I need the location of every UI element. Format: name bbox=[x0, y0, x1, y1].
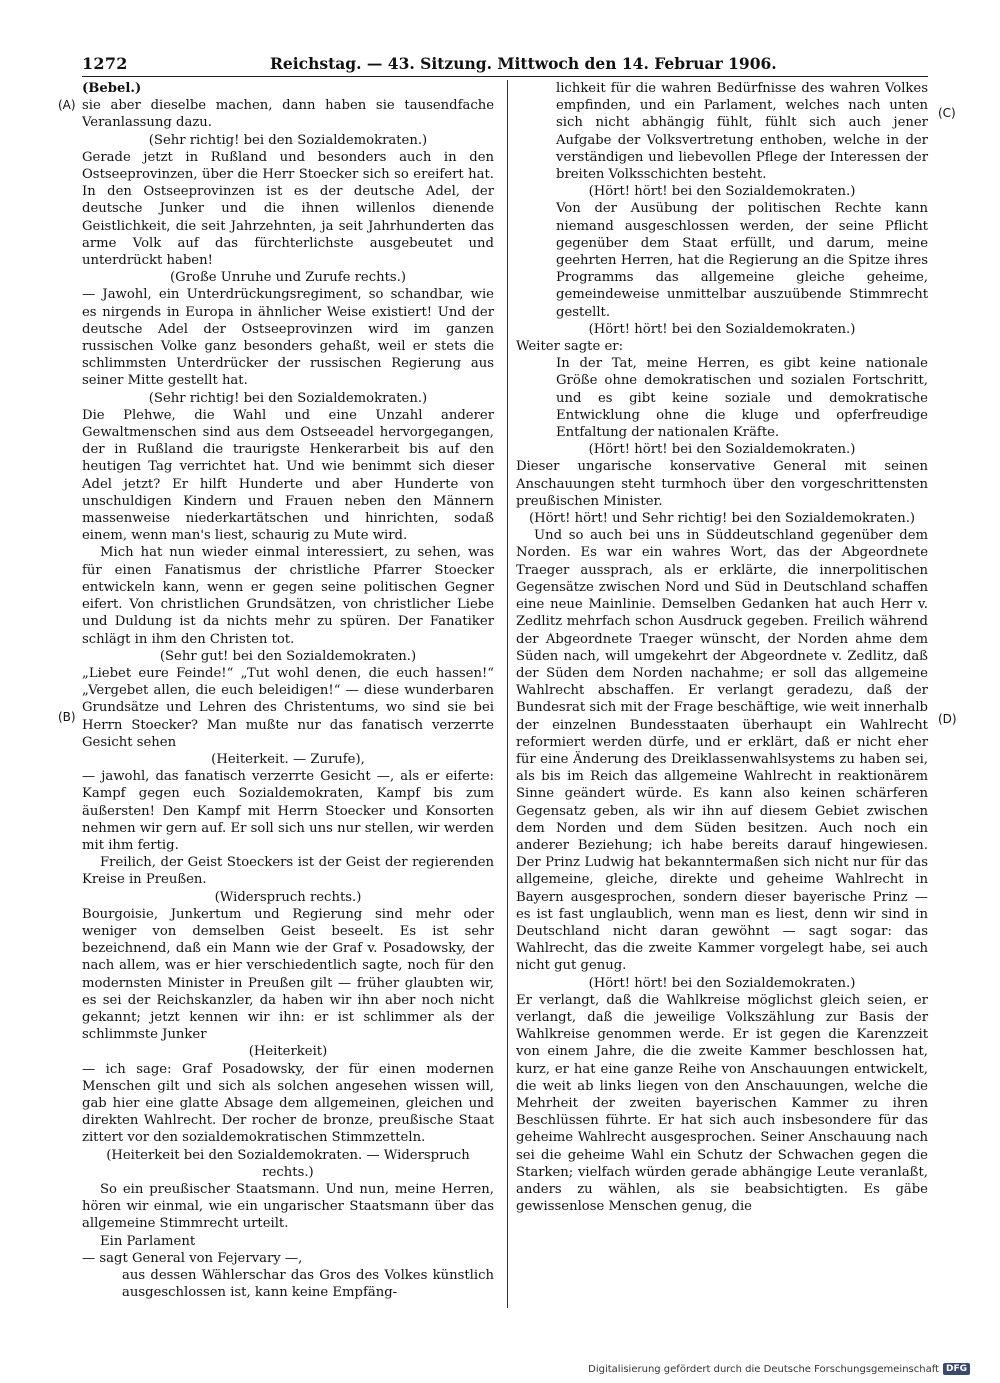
quote-text: aus dessen Wählerschar das Gros des Volkes künstlich ausgeschlossen ist, kann keine Empfäng- bbox=[122, 1268, 494, 1301]
speaker-label: (Bebel.) bbox=[82, 81, 142, 96]
quote-text: Von der Ausübung der politischen Rechte kann niemand ausgeschlossen werden, der seine Pflicht gegenüber dem Staat erfüllt, und darum, meine geehrten Herren, hat die Regierung an die Spitze ihres Programms das allgemeine gleiche geheime, gemeindeweise unmittelbar auszuübende Stimmrecht gestellt. bbox=[556, 201, 928, 320]
paragraph: So ein preußischer Staatsmann. Und nun, meine Herren, hören wir einmal, wie ein ungarischer Staatsmann über das allgemeine Stimmrecht urteilt. bbox=[82, 1182, 494, 1232]
quote-attribution: — sagt General von Fejervary —, bbox=[82, 1250, 303, 1266]
quote-text: In der Tat, meine Herren, es gibt keine nationale Größe ohne demokratischen und sozialen Fortschritt, und es gibt keine soziale und demokratische Entwicklung ohne die kluge und opferfreudige Entfaltung der nationalen Kräfte. bbox=[556, 356, 928, 441]
page-number: 1272 bbox=[82, 54, 128, 73]
reaction-note: (Sehr richtig! bei den Sozialdemokraten.) bbox=[148, 132, 428, 148]
paragraph: „Liebet eure Feinde!“ „Tut wohl denen, die euch hassen!“ „Vergebet allen, die euch beleidigen!“ — diese wunderbaren Grundsätze und Lehren des Christentums, wo sind sie bei Herrn Stoecker? Man mußte nur das fanatisch verzerrte Gesicht sehen bbox=[82, 665, 494, 750]
reaction-note: (Heiterkeit) bbox=[248, 1044, 328, 1060]
reaction-note: (Hört! hört! bei den Sozialdemokraten.) bbox=[588, 184, 856, 200]
paragraph: Bourgoisie, Junkertum und Regierung sind mehr oder weniger von demselben Geist beseelt. Es ist sehr bezeichnend, daß ein Mann wie der Graf v. Posadowsky, der nach allem, was er hier verschiedentlich sagte, noch für den modernsten Minister in Preußen gilt — früher glaubten wir, es sei der Reichskanzler, da haben wir ihn aber noch nicht gekannt; jetzt kennen wir ihn: er ist schlimmer als der schlimmste Junker bbox=[82, 906, 494, 1043]
reaction-note: (Sehr richtig! bei den Sozialdemokraten.) bbox=[148, 390, 428, 406]
reaction-note: (Hört! hört! bei den Sozialdemokraten.) bbox=[588, 975, 856, 991]
paragraph: — ich sage: Graf Posadowsky, der für einen modernen Menschen gilt und sich als solchen angesehen wissen will, gab hier eine glatte Absage dem allgemeinen, gleichen und direkten Wahlrecht. Der rocher de bronze, preußische Staat zittert vor den sozialdemokratischen Stimmzetteln. bbox=[82, 1061, 494, 1146]
reaction-note: (Heiterkeit. — Zurufe), bbox=[211, 751, 365, 767]
paragraph: Mich hat nun wieder einmal interessiert, zu sehen, was für einen Fanatismus der christliche Pfarrer Stoecker entwickeln kann, wenn er gegen seine politischen Gegner eifert. Von christlichen Grundsätzen, von christlicher Liebe und Duldung ist da nichts mehr zu spüren. Der Fanatiker schlägt in ihm den Christen tot. bbox=[82, 545, 494, 647]
page-header bbox=[82, 52, 928, 77]
right-column bbox=[516, 80, 928, 1215]
paragraph: — jawohl, das fanatisch verzerrte Gesicht —, als er eiferte: Kampf gegen euch Sozialdemokraten, Kampf bis zum äußersten! Den Kampf mit Herrn Stoecker und Konsorten nehmen wir gern auf. Er soll sich uns nur stellen, wir werden mit ihm fertig. bbox=[82, 769, 494, 853]
paragraph: — Jawohl, ein Unterdrückungsregiment, so schandbar, wie es nirgends in Europa in ähnlicher Weise existiert! Und der deutsche Adel der Ostseeprovinzen wird im ganzen russischen Volke ganz besonders gehaßt, weil er stets die schlimmsten Unterdrücker der russischen Regierung aus seiner Mitte gestellt hat. bbox=[82, 287, 494, 389]
left-column bbox=[82, 80, 494, 1301]
footer-text: Digitalisierung gefördert durch die Deutsche Forschungsgemeinschaft bbox=[588, 1363, 939, 1375]
paragraph: Freilich, der Geist Stoeckers ist der Geist der regierenden Kreise in Preußen. bbox=[82, 855, 494, 888]
paragraph: Gerade jetzt in Rußland und besonders auch in den Ostseeprovinzen, über die Herr Stoecker sich so ereifert hat. In den Ostseeprovinzen ist es der deutsche Adel, der deutsche Junker und die ihnen willenlos dienende Geistlichkeit, die seit Jahrzehnten, ja seit Jahrhunderten das arme Volk auf das fürchterlichste ausgebeutet und unterdrückt haben! bbox=[82, 149, 494, 269]
paragraph: Er verlangt, daß die Wahlkreise möglichst gleich seien, er verlangt, daß die jeweilige Volkszählung zur Basis der Wahlkreise genommen werde. Er ist gegen die Karenzzeit von einem Jahre, die die zweite Kammer beschlossen hat, kurz, er hat eine ganze Reihe von Anschauungen entwickelt, die weit ab links liegen von den Anschauungen, welche die Mehrheit der zweiten bayerischen Kammer zu ihren Beschlüssen führte. Er hat sich auch insbesondere für das geheime Wahlrecht ausgesprochen. Seiner Anschauung nach sei die geheime Wahl ein Schutz der Schwachen gegen die Starken; vielfach würden gerade abhängige Leute veranlaßt, anders zu wählen, als sie beabsichtigten. Es gäbe gewissenlose Menschen genug, die bbox=[516, 992, 928, 1215]
margin-marker-c: (C) bbox=[938, 106, 956, 120]
margin-marker-b: (B) bbox=[58, 710, 76, 724]
margin-marker-a: (A) bbox=[58, 98, 76, 112]
reaction-note: (Hört! hört! bei den Sozialdemokraten.) bbox=[588, 321, 856, 337]
paragraph: Die Plehwe, die Wahl und eine Unzahl anderer Gewaltmenschen sind aus dem Ostseeadel hervorgegangen, der in Rußland die traurigste Henkerarbeit bis auf den heutigen Tag verrichtet hat. Und wie benimmt sich dieser Adel jetzt? Er hilft Hunderte und aber Hunderte von unschuldigen Kindern und Frauen neben den Männern massenweise niederkartätschen und hinrichten, sodaß einem, wenn man's liest, schaurig zu Mute wird. bbox=[82, 407, 494, 544]
paragraph: Und so auch bei uns in Süddeutschland gegenüber dem Norden. Es war ein wahres Wort, das der Abgeordnete Traeger aussprach, als er erklärte, die innerpolitischen Gegensätze zwischen Nord und Süd in Deutschland schaffen eine neue Mainlinie. Demselben Gedanken hat auch Herr v. Zedlitz mehrfach schon Ausdruck gegeben. Freilich während der Abgeordnete Traeger wünscht, der Norden ahme dem Süden nach, will umgekehrt der Abgeordnete v. Zedlitz, daß der Süden dem Norden nachahme; er soll das allgemeine Wahlrecht abschaffen. Er verlangt geradezu, daß der Bundesrat sich mit der Frage beschäftige, wie weit innerhalb der einzelnen Bundesstaaten überhaupt ein Wahlrecht reformiert werden dürfe, und er erklärt, daß er nicht eher für eine Änderung des Dreiklassenwahlsystems zu haben sei, als bis im Reich das allgemeine Wahlrecht in reaktionärem Sinne geändert würde. Es kann also keinen schärferen Gegensatz geben, als wir ihn auf diesem Gebiet zwischen dem Norden und dem Süden besitzen. Auch noch ein anderer Beziehung; ich habe bereits darauf hingewiesen. Der Prinz Ludwig hat bekanntermaßen sich nicht nur für das allgemeine, gleiche, direkte und geheime Wahlrecht in Bayern ausgesprochen, sondern dieser bayerische Prinz — es ist fast unglaublich, wenn man es liest, denn wir sind in Deutschland nicht daran gewöhnt — sagt sogar: das Wahlrecht, das die zweite Kammer vorgelegt habe, sei auch nicht gut genug. bbox=[516, 528, 928, 974]
quote-text: lichkeit für die wahren Bedürfnisse des wahren Volkes empfinden, und ein Parlament, welches nach unten sich nicht abhängig fühlt, fühlt sich auch jener Aufgabe der Volksvertretung enthoben, welche in der verständigen und liebevollen Pflege der Interessen der breiten Volksschichten besteht. bbox=[556, 81, 928, 183]
running-title: Reichstag. — 43. Sitzung. Mittwoch den 14. Februar 1906. bbox=[270, 54, 777, 73]
dfg-logo: DFG bbox=[943, 1363, 970, 1375]
paragraph: sie aber dieselbe machen, dann haben sie tausendfache Veranlassung dazu. bbox=[82, 98, 494, 131]
margin-marker-d: (D) bbox=[938, 712, 957, 726]
reaction-note: (Große Unruhe und Zurufe rechts.) bbox=[170, 270, 406, 286]
paragraph: Dieser ungarische konservative General mit seinen Anschauungen steht turmhoch über den vorgeschrittensten preußischen Minister. bbox=[516, 459, 928, 509]
column-divider bbox=[507, 80, 508, 1308]
quote-line: Ein Parlament bbox=[100, 1233, 196, 1249]
reaction-note: (Heiterkeit bei den Sozialdemokraten. — Widerspruch rechts.) bbox=[106, 1147, 470, 1180]
reaction-note: (Widerspruch rechts.) bbox=[214, 889, 362, 905]
digitization-footer bbox=[588, 1363, 970, 1375]
paragraph: Weiter sagte er: bbox=[516, 339, 624, 355]
reaction-note: (Hört! hört! und Sehr richtig! bei den Sozialdemokraten.) bbox=[528, 511, 916, 527]
reaction-note: (Hört! hört! bei den Sozialdemokraten.) bbox=[588, 442, 856, 458]
reaction-note: (Sehr gut! bei den Sozialdemokraten.) bbox=[159, 648, 417, 664]
